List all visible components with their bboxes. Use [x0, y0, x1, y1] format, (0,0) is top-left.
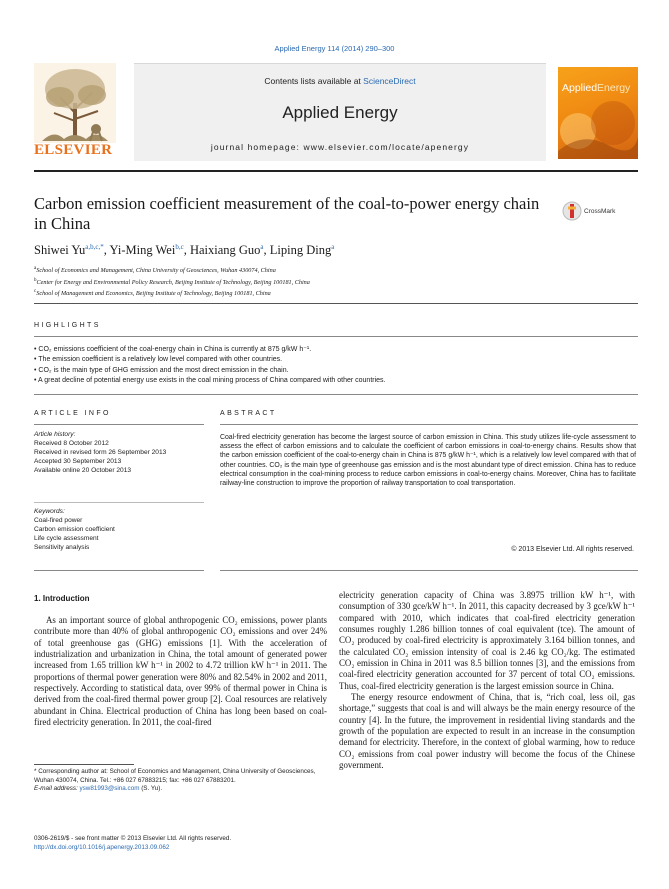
- article-info-divider: [34, 570, 204, 571]
- article-info-divider: [34, 424, 204, 425]
- bottom-metadata: [34, 834, 434, 852]
- doi-link[interactable]: http://dx.doi.org/10.1016/j.apenergy.2013.09.062: [34, 844, 170, 851]
- author-list: Shiwei $Yu^{a,b,c,*}$, Yi-Ming Wei$^{b,c}$, Haixiang Guo$^a$, Liping Ding$^a$: [34, 243, 335, 258]
- highlight-item: • The emission coefficient is a relatively low level compared with other countries.: [34, 356, 283, 364]
- author-name: Yi-Ming Wei: [109, 243, 176, 258]
- keyword-item: Life cycle assessment: [34, 535, 99, 543]
- article-info-divider: [34, 502, 204, 503]
- email-line: [34, 785, 327, 794]
- keyword-item: Carbon emission coefficient: [34, 526, 115, 534]
- history-item: Accepted 30 September 2013: [34, 458, 122, 466]
- abstract-divider: [220, 570, 638, 571]
- history-label: Article history:: [34, 431, 76, 438]
- abstract-heading: ABSTRACT: [220, 410, 277, 417]
- sciencedirect-link[interactable]: ScienceDirect: [363, 76, 416, 86]
- affiliation-mark: b: [34, 277, 37, 283]
- issn-line: 0306-2619/$ - see front matter © 2013 Elsevier Ltd. All rights reserved.: [34, 835, 232, 842]
- homepage-link[interactable]: www.elsevier.com/locate/apenergy: [303, 142, 470, 152]
- author-name: Haixiang Guo: [189, 243, 261, 258]
- journal-header: [34, 63, 638, 167]
- affiliation-text: School of Management and Economics, Beijing Institute of Technology, Beijing 100181, China: [36, 290, 271, 298]
- author-affiliation-marks[interactable]: a,b,c,: [85, 243, 101, 251]
- history-item: Received 8 October 2012: [34, 440, 109, 448]
- history-item: Received in revised form 26 September 2013: [34, 449, 167, 457]
- affiliation-item: [34, 287, 594, 299]
- journal-homepage-line: [134, 142, 546, 152]
- footnote-divider: [34, 764, 134, 765]
- journal-citation[interactable]: Applied Energy 114 (2014) 290–300: [274, 44, 395, 53]
- keyword-item: Sensitivity analysis: [34, 544, 90, 552]
- affiliation-mark: a: [34, 266, 37, 271]
- author-affiliation-marks[interactable]: a: [331, 243, 335, 251]
- body-paragraph: As an important source of global anthropogenic CO₂ emissions, power plants contribute more than 40% of global anthropogenic CO₂ emissions and over 24% of total greenhouse gas (GHG) emissions [1]. With the acceleration of industrialization and urbanization in China, the total amount of generated power increased from 1.65 trillion kW h⁻¹ in 2002 to 4.72 trillion kW h⁻¹ in 2011. The proportions of thermal power generation were 80% and 82.54% in 2002 and 2011, respectively. According to statistical data, over 99% of thermal power in China is derived from the coal-fired thermal power group [2]. Coal resources are relatively abundant in China. Electrical production of China has long been based on coal-fired electricity generation. In 2011, the coal-fired: [34, 615, 327, 728]
- crossmark-badge[interactable]: [562, 200, 642, 222]
- author-name: Shiwei Yu: [34, 243, 86, 258]
- journal-masthead: [134, 63, 546, 161]
- body-paragraph: The energy resource endowment of China, that is, “rich coal, less oil, gas shortage,” suggests that coal is and will always be the main energy resource of the country [4]. In the future, the improvement in residential living standards and the growth of the population are expected to result in an increase in the consumption demand for electricity. Therefore, in the context of global warming, how to reduce CO₂ emissions from coal power industry will become the focus of the Chinese government.: [339, 692, 635, 771]
- affiliation-mark: c: [34, 289, 37, 295]
- crossmark-icon: [562, 200, 582, 222]
- affiliation-text: Center for Energy and Environmental Policy Research, Beijing Institute of Technology, Beijing 100181, China: [36, 278, 310, 286]
- corresponding-author-star[interactable]: *: [100, 243, 104, 251]
- body-paragraph: electricity generation capacity of China was 3.8975 trillion kW h⁻¹, with consumption of 330 gce/kW h⁻¹. In 2011, this capacity decreased by 3 gce/kW h⁻¹ compared with 2010, which indicates that coal-fired electricity generation consumes roughly 1.286 billion tonnes of coal equivalent (tce). The amount of CO₂ produced by coal-fired electricity is approximately 3.164 billion tonnes, and the calculated CO₂ emission intensity of coal is 2.46 kg CO₂/kg. The estimated CO₂ emission in China in 2011 was 8.5 billion tonnes [3], and the emissions from coal-fired electricity generation accounted for 37 percent of total CO₂ emissions. Thus, coal-fired electricity generation is the largest emission source in China.: [339, 590, 635, 691]
- email-link[interactable]: ysw81993@sina.com: [79, 785, 140, 793]
- affiliation-item: [34, 276, 594, 288]
- author-name: Liping Ding: [269, 243, 332, 258]
- keywords: [34, 507, 204, 552]
- highlight-text: CO₂ is the main type of GHG emission and the most direct emission in the chain.: [38, 366, 289, 374]
- cover-title-line-2: Energy: [597, 82, 631, 94]
- highlights-divider-bottom: [34, 394, 638, 395]
- contents-line: [134, 76, 546, 86]
- header-divider: [34, 170, 638, 172]
- homepage-prefix: journal homepage:: [210, 142, 304, 152]
- highlight-text: CO₂ emissions coefficient of the coal-energy chain in China is currently at 875 g/kW h⁻¹.: [38, 346, 312, 353]
- email-label: E-mail address:: [34, 785, 80, 793]
- highlights-divider: [34, 336, 638, 337]
- affiliation-text: School of Economics and Management, China University of Geosciences, Wuhan 430074, China: [36, 267, 276, 275]
- article-info-heading: ARTICLE INFO: [34, 410, 111, 417]
- crossmark-label: CrossMark: [584, 208, 616, 215]
- affiliation-list: [34, 264, 594, 299]
- cover-art-icon: [558, 101, 638, 159]
- highlights-heading: HIGHLIGHTS: [34, 322, 101, 329]
- article-history: [34, 430, 204, 475]
- highlight-item: • A great decline of potential energy use exists in the coal mining process of China compared with other countries.: [34, 377, 386, 385]
- abstract-divider: [220, 424, 638, 425]
- section-divider: [34, 303, 638, 304]
- highlight-text: The emission coefficient is a relatively low level compared with other countries.: [38, 356, 283, 364]
- highlight-item: • CO₂ emissions coefficient of the coal-energy chain in China is currently at 875 g/kW h⁻¹.: [34, 346, 312, 353]
- keyword-item: Coal-fired power: [34, 517, 83, 525]
- body-column-left: [34, 615, 327, 728]
- history-item: Available online 20 October 2013: [34, 467, 132, 475]
- cover-title: [562, 83, 630, 94]
- author-affiliation-marks[interactable]: b,c: [175, 243, 184, 251]
- tree-illustration-icon: [34, 63, 116, 143]
- abstract-text: Coal-fired electricity generation has become the largest source of carbon emission in China. This study utilizes life-cycle assessment to assess the effect of carbon emissions and to calculate the coefficient of carbon emissions in coal-to-energy chains. Results show that the carbon emission coefficient of the coal-to-energy chain in China is 875 g/kW h⁻¹, which is a relatively low level compared with that of other countries. CO₂ is the main type of greenhouse gas emission and is the most abundant type of direct emission. China has to reduce electrical consumption in the coal-mining process to reduce carbon emissions in coal-to-energy chains. Moreover, China has to facilitate railway-line construction to improve the proportion of railway transportation to coal transportation.: [220, 434, 636, 488]
- contents-prefix: Contents lists available at: [264, 76, 364, 86]
- highlights-list: [34, 345, 638, 387]
- affiliation-item: [34, 264, 594, 276]
- journal-title: Applied Energy: [282, 103, 398, 122]
- journal-cover-thumbnail[interactable]: [558, 67, 638, 159]
- highlight-item: • CO₂ is the main type of GHG emission and the most direct emission in the chain.: [34, 366, 289, 374]
- highlight-text: A great decline of potential energy use exists in the coal mining process of China compared with other countries.: [38, 377, 386, 385]
- body-column-right: [339, 590, 635, 772]
- footnote: [34, 768, 327, 794]
- cover-title-line-1: Applied: [562, 82, 598, 94]
- abstract-copyright: © 2013 Elsevier Ltd. All rights reserved.: [511, 546, 634, 553]
- publisher-wordmark: ELSEVIER: [34, 142, 113, 158]
- section-heading-introduction: 1. Introduction: [34, 594, 90, 603]
- email-suffix: (S. Yu).: [139, 785, 163, 793]
- keywords-label: Keywords:: [34, 508, 65, 515]
- corresponding-author-note: * Corresponding author at: School of Economics and Management, China University of Geosciences, Wuhan 430074, China. Tel.: +86 027 67883215; fax: +86 027 67883201.: [34, 768, 316, 784]
- author-affiliation-marks[interactable]: a: [260, 243, 264, 251]
- paper-title: Carbon emission coefficient measurement of the coal-to-power energy chain in China: [34, 194, 540, 233]
